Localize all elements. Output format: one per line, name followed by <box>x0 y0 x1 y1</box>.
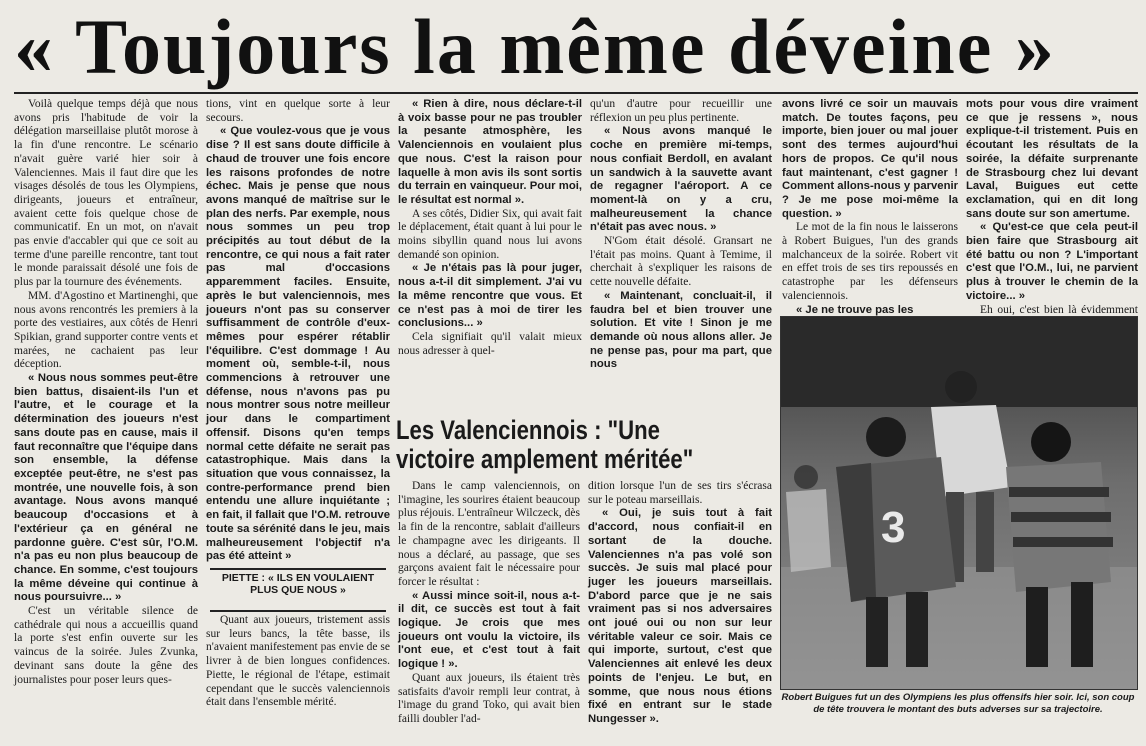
article-column-8 <box>588 480 772 730</box>
paragraph: C'est un véritable silence de cathédrale qui nous a accueillis quand la porte s'est enfin ouverte sur les vaincus de la soirée. Jules Zvunka, devinant sans doute la gêne des journalistes pour poser leurs ques- <box>14 605 198 686</box>
quote-paragraph: « Je n'étais pas là pour juger, nous a-t-il dit simplement. J'ai vu la même rencontre que vous. Et ce n'est pas à moi de tirer les conclusions... » <box>398 262 582 330</box>
football-players-image <box>781 317 1137 689</box>
box-heading: PIETTE : « ILS EN VOULAIENT PLUS QUE NOUS » <box>210 568 386 612</box>
quote-paragraph: « Aussi mince soit-il, nous a-t-il dit, ce succès est tout à fait logique. Je crois que mes joueurs ont voulu la victoire, ils l'ont eue, et c'est tout à fait logique ! ». <box>398 589 580 671</box>
headline-rule <box>14 92 1138 94</box>
article-column-5 <box>782 98 958 316</box>
article-column-1 <box>14 98 198 728</box>
quote-paragraph: « Rien à dire, nous déclare-t-il à voix basse pour ne pas troubler la pesante atmosphère, les Valenciennois en voulaient plus que nous. C'est la raison pour laquelle à mon avis ils sont sortis du terrain en vainqueur. Pour moi, le résultat est normal ». <box>398 98 582 206</box>
paragraph: Quant aux joueurs, ils étaient très satisfaits d'avoir rempli leur contrat, à l'image du grand Toko, qui avait bien failli doubler l'ad- <box>398 671 580 725</box>
quote-paragraph: « Que voulez-vous que je vous dise ? Il est sans doute difficile à chaud de trouver une fois encore les raisons profondes de notre échec. Mais je pense que nous avons manqué de maîtrise sur le plan des nerfs. Par exemple, nous nous sommes un peu trop précipités au tout début de la rencontre, ce qui nous a fait rater pas mal d'occasions apparemment faciles. Ensuite, après le but valenciennois, mes joueurs n'ont pas su conserver suffisamment de contrôle d'eux-mêmes pour espérer rétablir l'équilibre. C'est dommage ! Au moment où, semble-t-il, nous commencions à retrouver une défense, nous n'avons pas pu nous montrer sous notre meilleur jour dans le compartiment offensif. Disons qu'en temps normal cette défaite ne serait pas catastrophique. Mais dans la situation que vous connaissez, la contre-performance prend bien entendu une allure inquiétante ; en fait, il fallait que l'O.M. retrouve toute sa sérénité dans le jeu, mais malheureusement l'objectif n'a pas été atteint » <box>206 125 390 563</box>
paragraph: mots pour vous dire vraiment ce que je ressens », nous explique-t-il tristement. Puis en écoutant les résultats de la soirée, la défaite surprenante de Strasbourg chez lui devant Laval, Buigues eut cette exclamation, qui en dit long sans doute sur son amertume. <box>966 98 1138 220</box>
sub-headline-line-2: victoire amplement méritée" <box>396 444 694 474</box>
paragraph: Cela signifiait qu'il valait mieux nous adresser à quel- <box>398 330 582 357</box>
quote-paragraph: « Qu'est-ce que cela peut-il bien faire que Strasbourg ait été battu ou non ? L'important c'est que l'O.M., lui, ne parvient plus à trouver le chemin de la victoire... » <box>966 221 1138 302</box>
quote-paragraph: avons livré ce soir un mauvais match. De toutes façons, peu importe, bien jouer ou mal jouer sont des termes aujourd'hui hors de propos. Ce qu'il nous faut maintenant, c'est gagner ! Comment allons-nous y parvenir ? Je me pose moi-même la question. » <box>782 98 958 220</box>
match-photo <box>780 316 1138 690</box>
paragraph: Quant aux joueurs, tristement assis sur leurs bancs, la tête basse, ils n'avaient manifestement pas envie de se livrer à de bien longues confidences. Piette, le régional de l'étape, estimait cependant que le succès valenciennois était dans l'ensemble mérité. <box>206 614 390 709</box>
paragraph: Voilà quelque temps déjà que nous avons pris l'habitude de voir la délégation marseillaise plutôt morose à la fin d'une rencontre. Le scénario n'avait guère varié hier soir à Valenciennes. Mais il faut dire que les visages désolés de tous les Olympiens, dirigeants, joueurs et entraîneur, avaient cette fois quelque chose de communicatif. En un mot, on n'avait pas envie d'accabler qui que ce soit au terme d'une pareille rencontre, tant tout le monde paraissait désolé une fois de plus par la tournure des événements. <box>14 98 198 289</box>
paragraph: A ses côtés, Didier Six, qui avait fait le déplacement, était quant à lui pour le moins sibyllin quand nous lui avons demandé son opinion. <box>398 207 582 261</box>
article-column-3 <box>398 98 582 410</box>
paragraph: qu'un d'autre pour recueillir une réflexion un peu plus pertinente. <box>590 98 772 124</box>
paragraph: Eh oui, c'est bien là évidemment <box>980 303 1138 316</box>
shirt-number: 3 <box>881 503 906 552</box>
quote-paragraph: « Oui, je suis tout à fait d'accord, nous confiait-il en sortant de la douche. Valenciennes n'a pas volé son succès. Je suis mal placé pour juger les joueurs marseillais. D'abord parce que je ne sais vraiment pas si nos adversaires ont joué oui ou non sur leur véritable valeur ce soir. Mais ce qui importe, surtout, c'est que Valenciennes ait enlevé les deux points de l'enjeu. Le but, en somme, que nous nous étions fixé en entrant sur le stade Nungesser ». <box>588 507 772 725</box>
article-column-2b <box>206 614 390 730</box>
paragraph: tions, vint en quelque sorte à leur secours. <box>206 98 390 124</box>
article-column-6 <box>966 98 1138 316</box>
paragraph: N'Gom était désolé. Gransart ne l'était pas moins. Quant à Temime, il cherchait à s'expliquer les raisons de cette nouvelle défaite. <box>590 235 772 289</box>
quote-paragraph: « Nous nous sommes peut-être bien battus, disaient-ils l'un et l'autre, et le courage et la détermination des joueurs n'est sans doute pas en cause, mais il faut reconnaître que l'équipe dans son ensemble, la défense exceptée peut-être, ne s'est pas montrée, une nouvelle fois, à son avantage. Nous avons manqué beaucoup d'occasions et à l'extérieur ça en général ne pardonne guère. C'est sûr, l'O.M. n'a pas eu non plus beaucoup de chance. En somme, c'est toujours la même déveine qui continue à nous poursuivre... » <box>14 372 198 604</box>
article-column-4 <box>590 98 772 410</box>
quote-paragraph: « Je ne trouve pas les <box>796 303 914 316</box>
photo-caption: Robert Buigues fut un des Olympiens les plus offensifs hier soir. Ici, son coup de tête trouvera le montant des buts adverses sur sa trajectoire. <box>781 692 1135 715</box>
article-column-7 <box>398 480 580 730</box>
paragraph: Le mot de la fin nous le laisserons à Robert Buigues, l'un des grands malchanceux de la soirée. Robert vit en effet trois de ses tirs repoussés en catastrophe par les défenseurs valenciennois. <box>782 221 958 302</box>
quote-paragraph: « Nous avons manqué le coche en première mi-temps, nous confiait Berdoll, en avalant un sandwich à la sauvette avant de regagner l'aéroport. A ce moment-là on y a cru, malheureusement la chance n'était pas avec nous. » <box>590 125 772 234</box>
paragraph: Dans le camp valenciennois, on l'imagine, les sourires étaient beaucoup plus réjouis. L'entraîneur Wilczeck, dès la fin de la rencontre, sablait d'ailleurs le champagne avec les dirigeants. Il nous a déclaré, au passage, que ses garçons avaient fait le nécessaire pour forcer le résultat : <box>398 480 580 588</box>
paragraph: dition lorsque l'un de ses tirs s'écrasa sur le poteau marseillais. <box>588 480 772 506</box>
article-column-2 <box>206 98 390 564</box>
sub-headline-line-1: Les Valenciennois : "Une <box>396 415 660 445</box>
quote-paragraph: « Maintenant, concluait-il, il faudra bel et bien trouver une solution. Et vite ! Sinon je me demande où nous allons aller. Je ne pense pas, pour ma part, que nous <box>590 289 772 371</box>
headline: « Toujours la même déveine » <box>14 3 1056 90</box>
sub-headline <box>396 416 703 474</box>
paragraph: MM. d'Agostino et Martinenghi, que nous avons rencontrés les premiers à la porte des vestiaires, aux côtés de Henri Spikian, grand supporter contre vents et marées, ne cachaient pas leur déception. <box>14 289 198 371</box>
